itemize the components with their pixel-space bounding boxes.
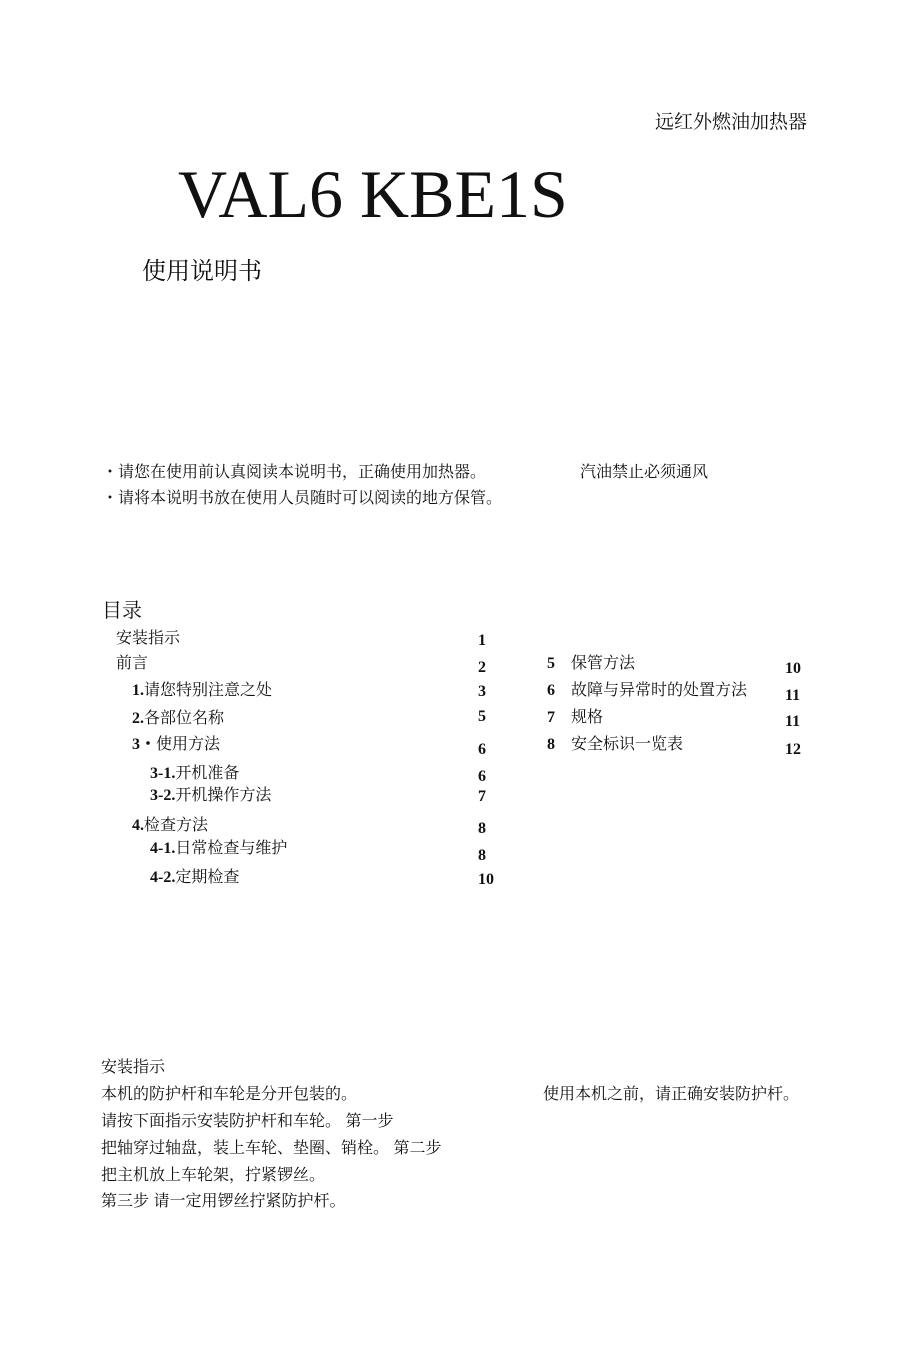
toc-page-number: 8 [478,847,486,864]
toc-entry-number: 3・ [132,736,157,753]
toc-entry-number: 6 [547,682,555,699]
toc-entry-label: 请您特别注意之处 [144,682,273,699]
notice-item [102,491,502,507]
model-title: VAL6 KBE1S [178,156,568,232]
toc-entry-label: 前言 [116,655,149,672]
toc-entry-label: 开机操作方法 [175,787,272,804]
warning-text: 汽油禁止必须通风 [580,464,709,481]
toc-entry-number: 3-2. [150,787,176,804]
toc-entry[interactable] [150,870,239,886]
toc-entry-label[interactable]: 规格 [571,709,604,726]
bullet: ・ [102,490,119,507]
install-line: 本机的防护杆和车轮是分开包装的。 [101,1086,358,1103]
install-line: 请按下面指示安装防护杆和车轮。 第一步 [101,1113,394,1130]
toc-page-number: 1 [478,632,486,649]
toc-entry-label: 日常检查与维护 [175,840,288,857]
toc-page-number: 8 [478,820,486,837]
toc-entry[interactable] [132,818,208,834]
toc-page-number: 11 [785,713,801,730]
toc-entry-label: 检查方法 [144,817,209,834]
notice-text: 请您在使用前认真阅读本说明书，正确使用加热器。 [118,464,487,481]
toc-entry-label: 定期检查 [175,869,240,886]
toc-page-number: 3 [478,683,486,700]
toc-entry-number: 2. [132,710,144,727]
toc-entry[interactable] [116,631,180,647]
toc-entry[interactable] [132,683,272,699]
toc-entry[interactable] [132,711,224,727]
toc-page-number: 10 [478,871,494,888]
notice-text: 请将本说明书放在使用人员随时可以阅读的地方保管。 [118,490,503,507]
toc-page-number: 6 [478,768,486,785]
toc-entry-number: 7 [547,709,555,726]
toc-entry-number: 1. [132,682,144,699]
toc-page-number: 2 [478,659,486,676]
toc-entry-label: 开机准备 [175,765,240,782]
install-heading: 安装指示 [101,1059,166,1076]
toc-page-number: 10 [785,660,801,677]
toc-page-number: 12 [785,741,801,758]
toc-entry-label: 各部位名称 [144,710,225,727]
toc-entry-number: 4-2. [150,869,176,886]
toc-entry-number: 4. [132,817,144,834]
toc-entry[interactable] [150,766,239,782]
notice-item [102,465,486,481]
toc-entry-label: 使用方法 [156,736,221,753]
install-side-note: 使用本机之前，请正确安装防护杆。 [543,1086,800,1103]
toc-entry-label[interactable]: 保管方法 [571,655,636,672]
toc-page-number: 11 [785,687,801,704]
toc-heading: 目录 [102,600,142,622]
toc-entry[interactable] [150,788,271,804]
doc-title: 使用说明书 [142,258,262,285]
toc-entry-label[interactable]: 故障与异常时的处置方法 [571,682,748,699]
toc-entry-number: 5 [547,655,555,672]
toc-entry-label[interactable]: 安全标识一览表 [571,736,684,753]
toc-page-number: 5 [478,708,486,725]
bullet: ・ [102,464,119,481]
product-type: 远红外燃油加热器 [655,112,808,133]
toc-page-number: 6 [478,741,486,758]
toc-entry[interactable] [132,737,220,753]
toc-entry-number: 3-1. [150,765,176,782]
toc-entry-label: 安装指示 [116,630,181,647]
toc-entry-number: 8 [547,736,555,753]
toc-entry[interactable] [150,841,287,857]
install-line: 第三步 请一定用锣丝拧紧防护杆。 [101,1193,346,1210]
toc-page-number: 7 [478,788,486,805]
toc-entry-number: 4-1. [150,840,176,857]
install-line: 把轴穿过轴盘，装上车轮、垫圈、销栓。 第二步 [101,1140,442,1157]
install-line: 把主机放上车轮架，拧紧锣丝。 [101,1167,326,1184]
toc-entry[interactable] [116,656,148,672]
